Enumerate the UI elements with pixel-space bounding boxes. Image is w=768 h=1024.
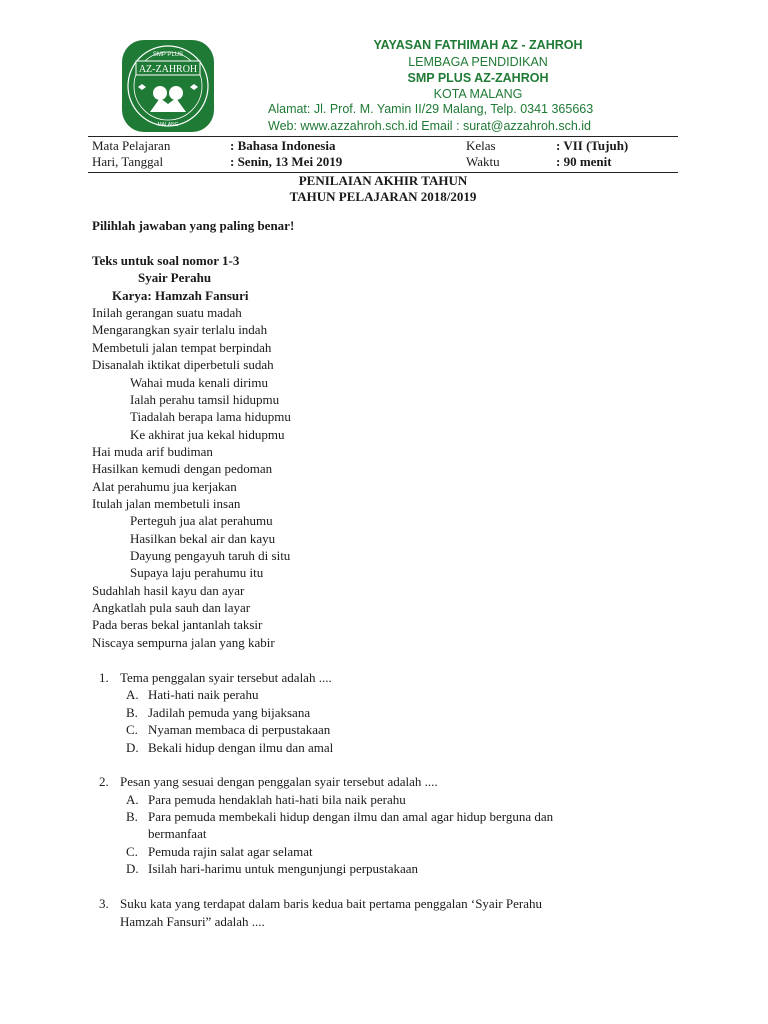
option-letter: B. — [126, 809, 138, 824]
option-letter: D. — [126, 740, 139, 755]
option-text: Hati-hati naik perahu — [148, 687, 259, 702]
poem-line: Hai muda arif budiman — [92, 444, 213, 459]
subject-value: : Bahasa Indonesia — [230, 138, 336, 153]
poem-line: Supaya laju perahumu itu — [130, 565, 264, 580]
date-value: : Senin, 13 Mei 2019 — [230, 154, 343, 169]
class-label: Kelas — [466, 138, 496, 153]
question-text: Pesan yang sesuai dengan penggalan syair tersebut adalah .... — [120, 774, 438, 789]
option-letter: C. — [126, 844, 138, 859]
poem-line: Ke akhirat jua kekal hidupmu — [130, 427, 285, 442]
poem-line: Itulah jalan membetuli insan — [92, 496, 241, 511]
poem-line: Tiadalah berapa lama hidupmu — [130, 409, 291, 424]
question-text: Suku kata yang terdapat dalam baris kedua bait pertama penggalan ‘Syair Perahu — [120, 896, 542, 911]
option-letter: D. — [126, 861, 139, 876]
class-value: : VII (Tujuh) — [556, 138, 629, 153]
text-heading: Teks untuk soal nomor 1-3 — [92, 253, 240, 268]
school-address: Alamat: Jl. Prof. M. Yamin II/29 Malang, Telp. 0341 365663 — [268, 102, 594, 116]
option-text: Para pemuda membekali hidup dengan ilmu dan amal agar hidup berguna dan — [148, 809, 554, 824]
school-web-email: Web: www.azzahroh.sch.id Email : surat@azzahroh.sch.id — [268, 119, 592, 133]
option-letter: B. — [126, 705, 138, 720]
time-label: Waktu — [466, 154, 500, 169]
poem-line: Pada beras bekal jantanlah taksir — [92, 617, 263, 632]
logo-text: AZ-ZAHROH — [138, 64, 198, 75]
question-number: 1. — [99, 670, 109, 685]
option-letter: A. — [126, 687, 139, 702]
option-text: Jadilah pemuda yang bijaksana — [148, 705, 311, 720]
poem-line: Sudahlah hasil kayu dan ayar — [92, 583, 245, 598]
exam-year: TAHUN PELAJARAN 2018/2019 — [289, 189, 477, 204]
poem-line: Mengarangkan syair terlalu indah — [92, 322, 268, 337]
poem-line: Inilah gerangan suatu madah — [92, 305, 242, 320]
option-text-continuation: bermanfaat — [148, 826, 207, 841]
option-letter: C. — [126, 722, 138, 737]
poem-line: Membetuli jalan tempat berpindah — [92, 340, 272, 355]
time-value: : 90 menit — [556, 154, 612, 169]
institution-name: LEMBAGA PENDIDIKAN — [408, 55, 548, 69]
poem-line: Wahai muda kenali dirimu — [130, 375, 268, 390]
question-text: Tema penggalan syair tersebut adalah .... — [120, 670, 332, 685]
option-text: Para pemuda hendaklah hati-hati bila naik perahu — [148, 792, 406, 807]
poem-title: Syair Perahu — [138, 270, 212, 285]
option-text: Bekali hidup dengan ilmu dan amal — [148, 740, 334, 755]
logo-bottom-text: MALANG — [157, 122, 179, 128]
exam-title: PENILAIAN AKHIR TAHUN — [298, 173, 468, 188]
city-name: KOTA MALANG — [433, 87, 523, 101]
option-text: Nyaman membaca di perpustakaan — [148, 722, 331, 737]
question-number: 2. — [99, 774, 109, 789]
poem-line: Ialah perahu tamsil hidupmu — [130, 392, 280, 407]
date-label: Hari, Tanggal — [92, 154, 164, 169]
question-number: 3. — [99, 896, 109, 911]
subject-label: Mata Pelajaran — [92, 138, 171, 153]
poem-line: Niscaya sempurna jalan yang kabir — [92, 635, 275, 650]
poem-line: Dayung pengayuh taruh di situ — [130, 548, 291, 563]
school-logo — [120, 38, 216, 134]
poem-line: Alat perahumu jua kerjakan — [92, 479, 237, 494]
poem-line: Hasilkan bekal air dan kayu — [130, 531, 276, 546]
poem-line: Perteguh jua alat perahumu — [130, 513, 273, 528]
question-text-continuation: Hamzah Fansuri” adalah .... — [120, 914, 265, 929]
poem-line: Angkatlah pula sauh dan layar — [92, 600, 251, 615]
school-name: SMP PLUS AZ-ZAHROH — [407, 71, 549, 85]
header-divider — [88, 136, 678, 137]
option-letter: A. — [126, 792, 139, 807]
poem-line: Hasilkan kemudi dengan pedoman — [92, 461, 273, 476]
option-text: Pemuda rajin salat agar selamat — [148, 844, 313, 859]
foundation-name: YAYASAN FATHIMAH AZ - ZAHROH — [373, 38, 583, 52]
logo-top-text: SMP PLUS — [152, 52, 184, 58]
option-text: Isilah hari-harimu untuk mengunjungi perpustakaan — [148, 861, 419, 876]
instruction: Pilihlah jawaban yang paling benar! — [92, 218, 295, 233]
poem-line: Disanalah iktikat diperbetuli sudah — [92, 357, 274, 372]
poem-author: Karya: Hamzah Fansuri — [112, 288, 249, 303]
